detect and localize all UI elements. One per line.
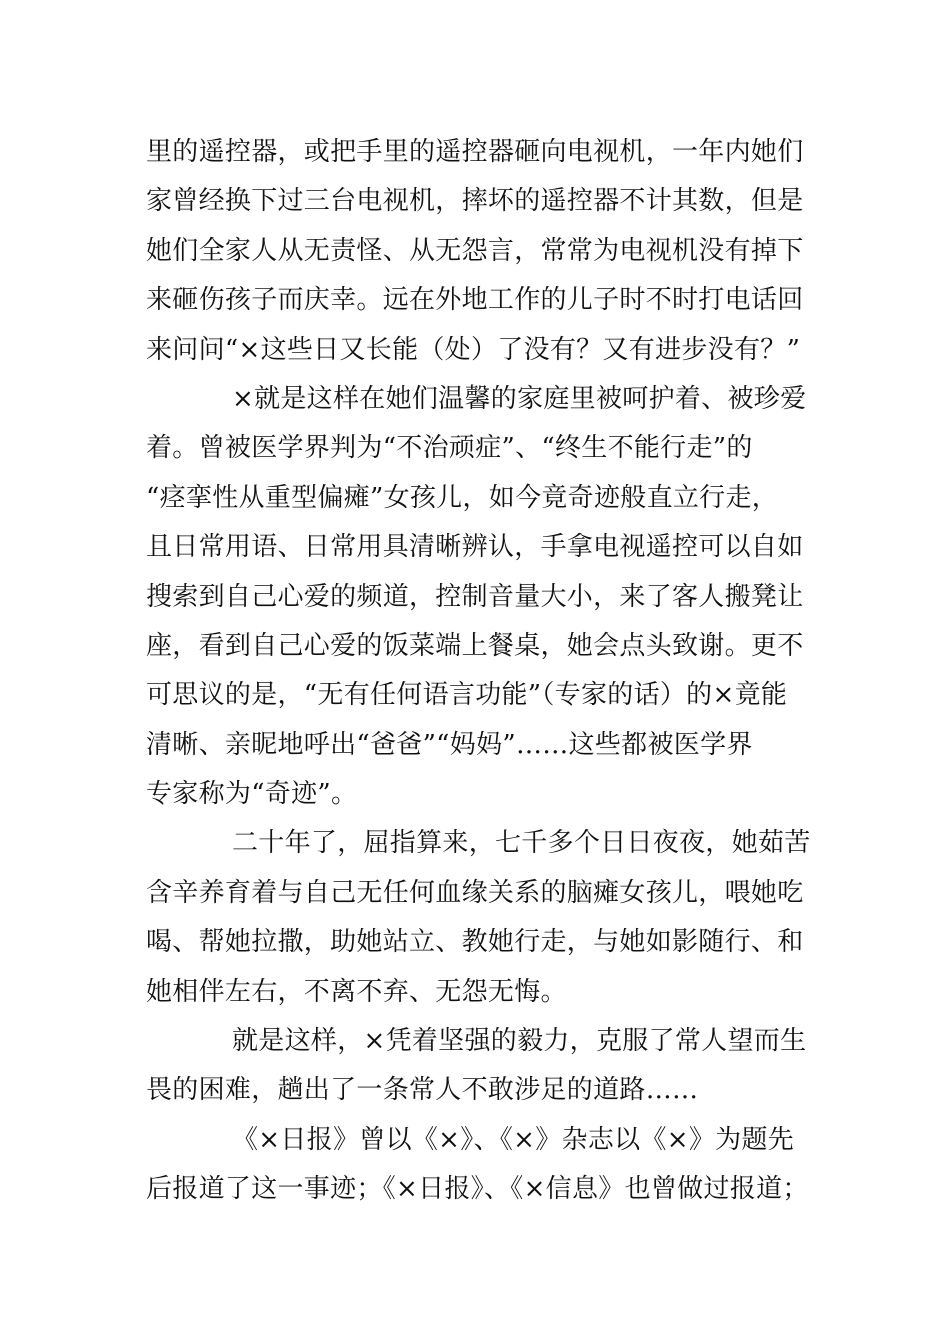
text-line: 且日常用语、日常用具清晰辨认，手拿电视遥控可以自如 bbox=[146, 532, 804, 563]
text-line: 畏的困难，趟出了一条常人不敢涉足的道路…… bbox=[146, 1075, 699, 1106]
text-line: ×就是这样在她们温馨的家庭里被呵护着、被珍爱 bbox=[232, 383, 807, 414]
text-line: 《×日报》曾以《×》、《×》杂志以《×》为题先 bbox=[232, 1124, 795, 1155]
text-line: 家曾经换下过三台电视机，摔坏的遥控器不计其数，但是 bbox=[146, 186, 804, 217]
text-line: 里的遥控器，或把手里的遥控器砸向电视机，一年内她们 bbox=[146, 137, 804, 167]
text-line: 搜索到自己心爱的频道，控制音量大小，来了客人搬凳让 bbox=[146, 581, 804, 612]
paragraph bbox=[146, 375, 818, 820]
paragraph bbox=[146, 819, 818, 1017]
text-line: 喝、帮她拉撒，助她站立、教她行走，与她如影随行、和 bbox=[146, 927, 804, 958]
text-line: 就是这样，×凭着坚强的毅力，克服了常人望而生 bbox=[232, 1026, 807, 1057]
text-line: 清晰、亲昵地呼出“爸爸”“妈妈”……这些都被医学界 bbox=[146, 729, 753, 760]
text-line: 含辛养育着与自己无任何血缘关系的脑瘫女孩儿，喂她吃 bbox=[146, 877, 804, 908]
text-line: 她相伴左右，不离不弃、无怨无悔。 bbox=[146, 976, 567, 1007]
text-line: 座，看到自己心爱的饭菜端上餐桌，她会点头致谢。更不 bbox=[146, 630, 804, 661]
text-line: 来问问“×这些日又长能（处）了没有？又有进步没有？” bbox=[146, 334, 801, 365]
text-line: 后报道了这一事迹；《×日报》、《×信息》也曾做过报道； bbox=[146, 1174, 809, 1205]
text-line: 着。曾被医学界判为“不治顽症”、“终生不能行走”的 bbox=[146, 433, 753, 464]
text-line: 专家称为“奇迹”。 bbox=[146, 779, 358, 810]
text-line: 可思议的是，“无有任何语言功能”（专家的话）的×竟能 bbox=[146, 680, 788, 711]
paragraph bbox=[146, 1116, 818, 1215]
text-line: 她们全家人从无责怪、从无怨言，常常为电视机没有掉下 bbox=[146, 235, 804, 266]
document-body bbox=[146, 128, 818, 1215]
text-line: “痉挛性从重型偏瘫”女孩儿，如今竟奇迹般直立行走， bbox=[146, 482, 779, 513]
paragraph bbox=[146, 1017, 818, 1116]
text-line: 来砸伤孩子而庆幸。远在外地工作的儿子时不时打电话回 bbox=[146, 285, 804, 316]
text-line: 二十年了，屈指算来，七千多个日日夜夜，她茹苦 bbox=[232, 828, 811, 859]
paragraph bbox=[146, 128, 818, 375]
